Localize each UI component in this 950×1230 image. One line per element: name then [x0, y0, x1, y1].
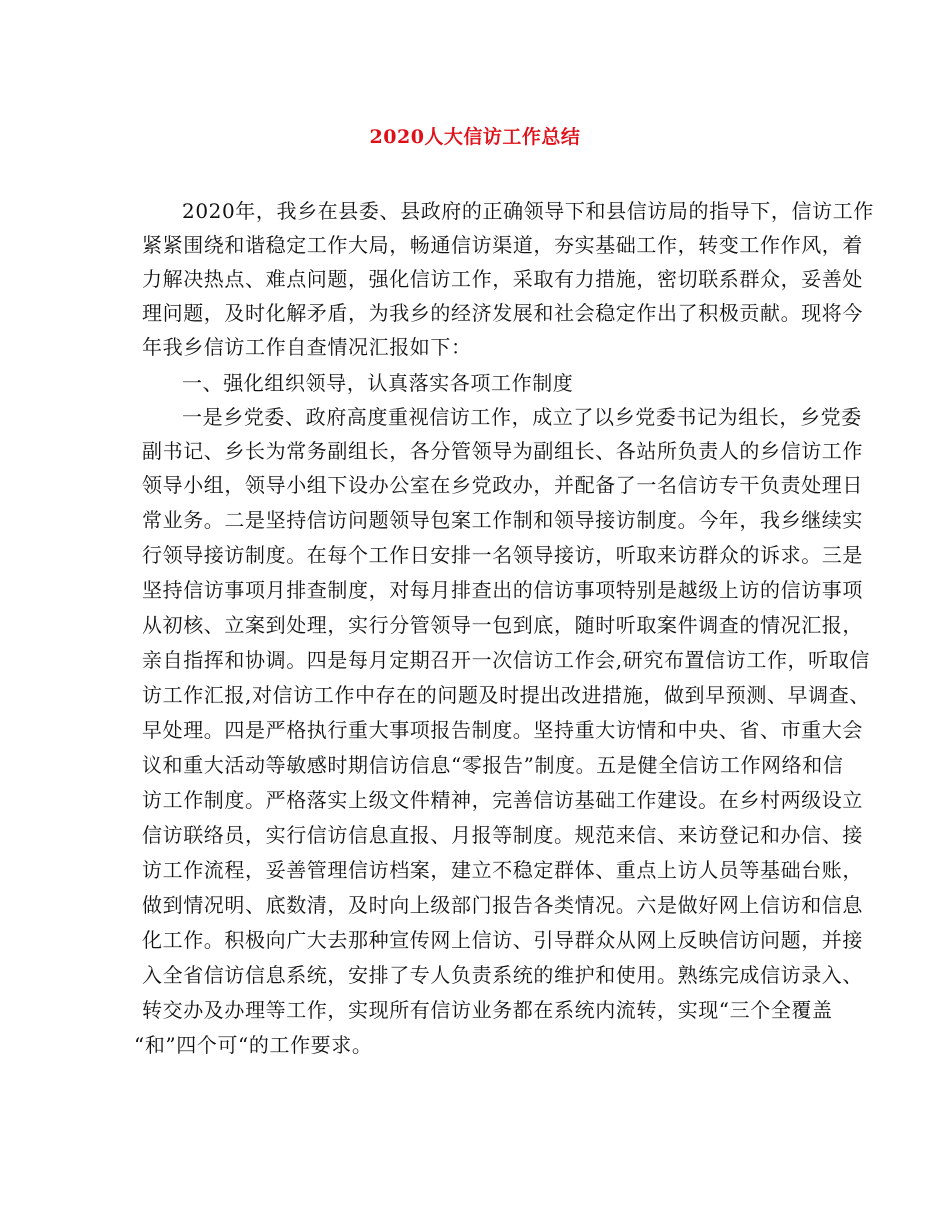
paragraph-line: 亲自指挥和协调。四是每月定期召开一次信访工作会,研究布置信访工作，听取信 — [142, 648, 870, 672]
paragraph-line: 领导小组，领导小组下设办公室在乡党政办，并配备了一名信访专干负责处理日 — [142, 473, 863, 497]
paragraph-line: 坚持信访事项月排查制度，对每月排查出的信访事项特别是越级上访的信访事项 — [142, 578, 863, 602]
paragraph-line: 紧紧围绕和谐稳定工作大局，畅通信访渠道，夯实基础工作，转变工作作风，着 — [142, 233, 863, 257]
paragraph-line: 早处理。四是严格执行重大事项报告制度。坚持重大访情和中央、省、市重大会 — [142, 718, 863, 742]
paragraph-line: 一是乡党委、政府高度重视信访工作，成立了以乡党委书记为组长，乡党委 — [182, 405, 862, 429]
paragraph-line: 副书记、乡长为常务副组长，各分管领导为副组长、各站所负责人的乡信访工作 — [142, 439, 863, 463]
paragraph-line: 转交办及办理等工作，实现所有信访业务都在系统内流转，实现“三个全覆盖 — [142, 998, 833, 1022]
section-heading: 一、强化组织领导，认真落实各项工作制度 — [182, 371, 574, 395]
paragraph-line: 信访联络员，实行信访信息直报、月报等制度。规范来信、来访登记和办信、接 — [142, 823, 863, 847]
document-title: 2020人大信访工作总结 — [369, 126, 581, 148]
paragraph-line: 化工作。积极向广大去那种宣传网上信访、引导群众从网上反映信访问题，并接 — [142, 928, 863, 952]
paragraph-line: 议和重大活动等敏感时期信访信息“零报告”制度。五是健全信访工作网络和信 — [142, 753, 844, 777]
paragraph-line: 理问题，及时化解矛盾，为我乡的经济发展和社会稳定作出了积极贡献。现将今 — [142, 301, 863, 325]
paragraph-line: 访工作制度。严格落实上级文件精神，完善信访基础工作建设。在乡村两级设立 — [142, 788, 863, 812]
paragraph-line: 入全省信访信息系统，安排了专人负责系统的维护和使用。熟练完成信访录入、 — [142, 963, 863, 987]
paragraph-line: “和”四个可“的工作要求。 — [134, 1033, 373, 1057]
paragraph-line: 访工作汇报,对信访工作中存在的问题及时提出改进措施，做到早预测、早调查、 — [142, 683, 870, 707]
paragraph-line: 从初核、立案到处理，实行分管领导一包到底，随时听取案件调查的情况汇报， — [142, 613, 863, 637]
paragraph-line: 年我乡信访工作自查情况汇报如下： — [142, 335, 472, 359]
paragraph-line: 2020年，我乡在县委、县政府的正确领导下和县信访局的指导下，信访工作 — [182, 199, 874, 223]
paragraph-line: 访工作流程，妥善管理信访档案，建立不稳定群体、重点上访人员等基础台账， — [142, 858, 863, 882]
paragraph-line: 常业务。二是坚持信访问题领导包案工作制和领导接访制度。今年，我乡继续实 — [142, 508, 863, 532]
paragraph-line: 行领导接访制度。在每个工作日安排一名领导接访，听取来访群众的诉求。三是 — [142, 543, 863, 567]
paragraph-line: 力解决热点、难点问题，强化信访工作，采取有力措施，密切联系群众，妥善处 — [142, 267, 863, 291]
paragraph-line: 做到情况明、底数清，及时向上级部门报告各类情况。六是做好网上信访和信息 — [142, 893, 863, 917]
